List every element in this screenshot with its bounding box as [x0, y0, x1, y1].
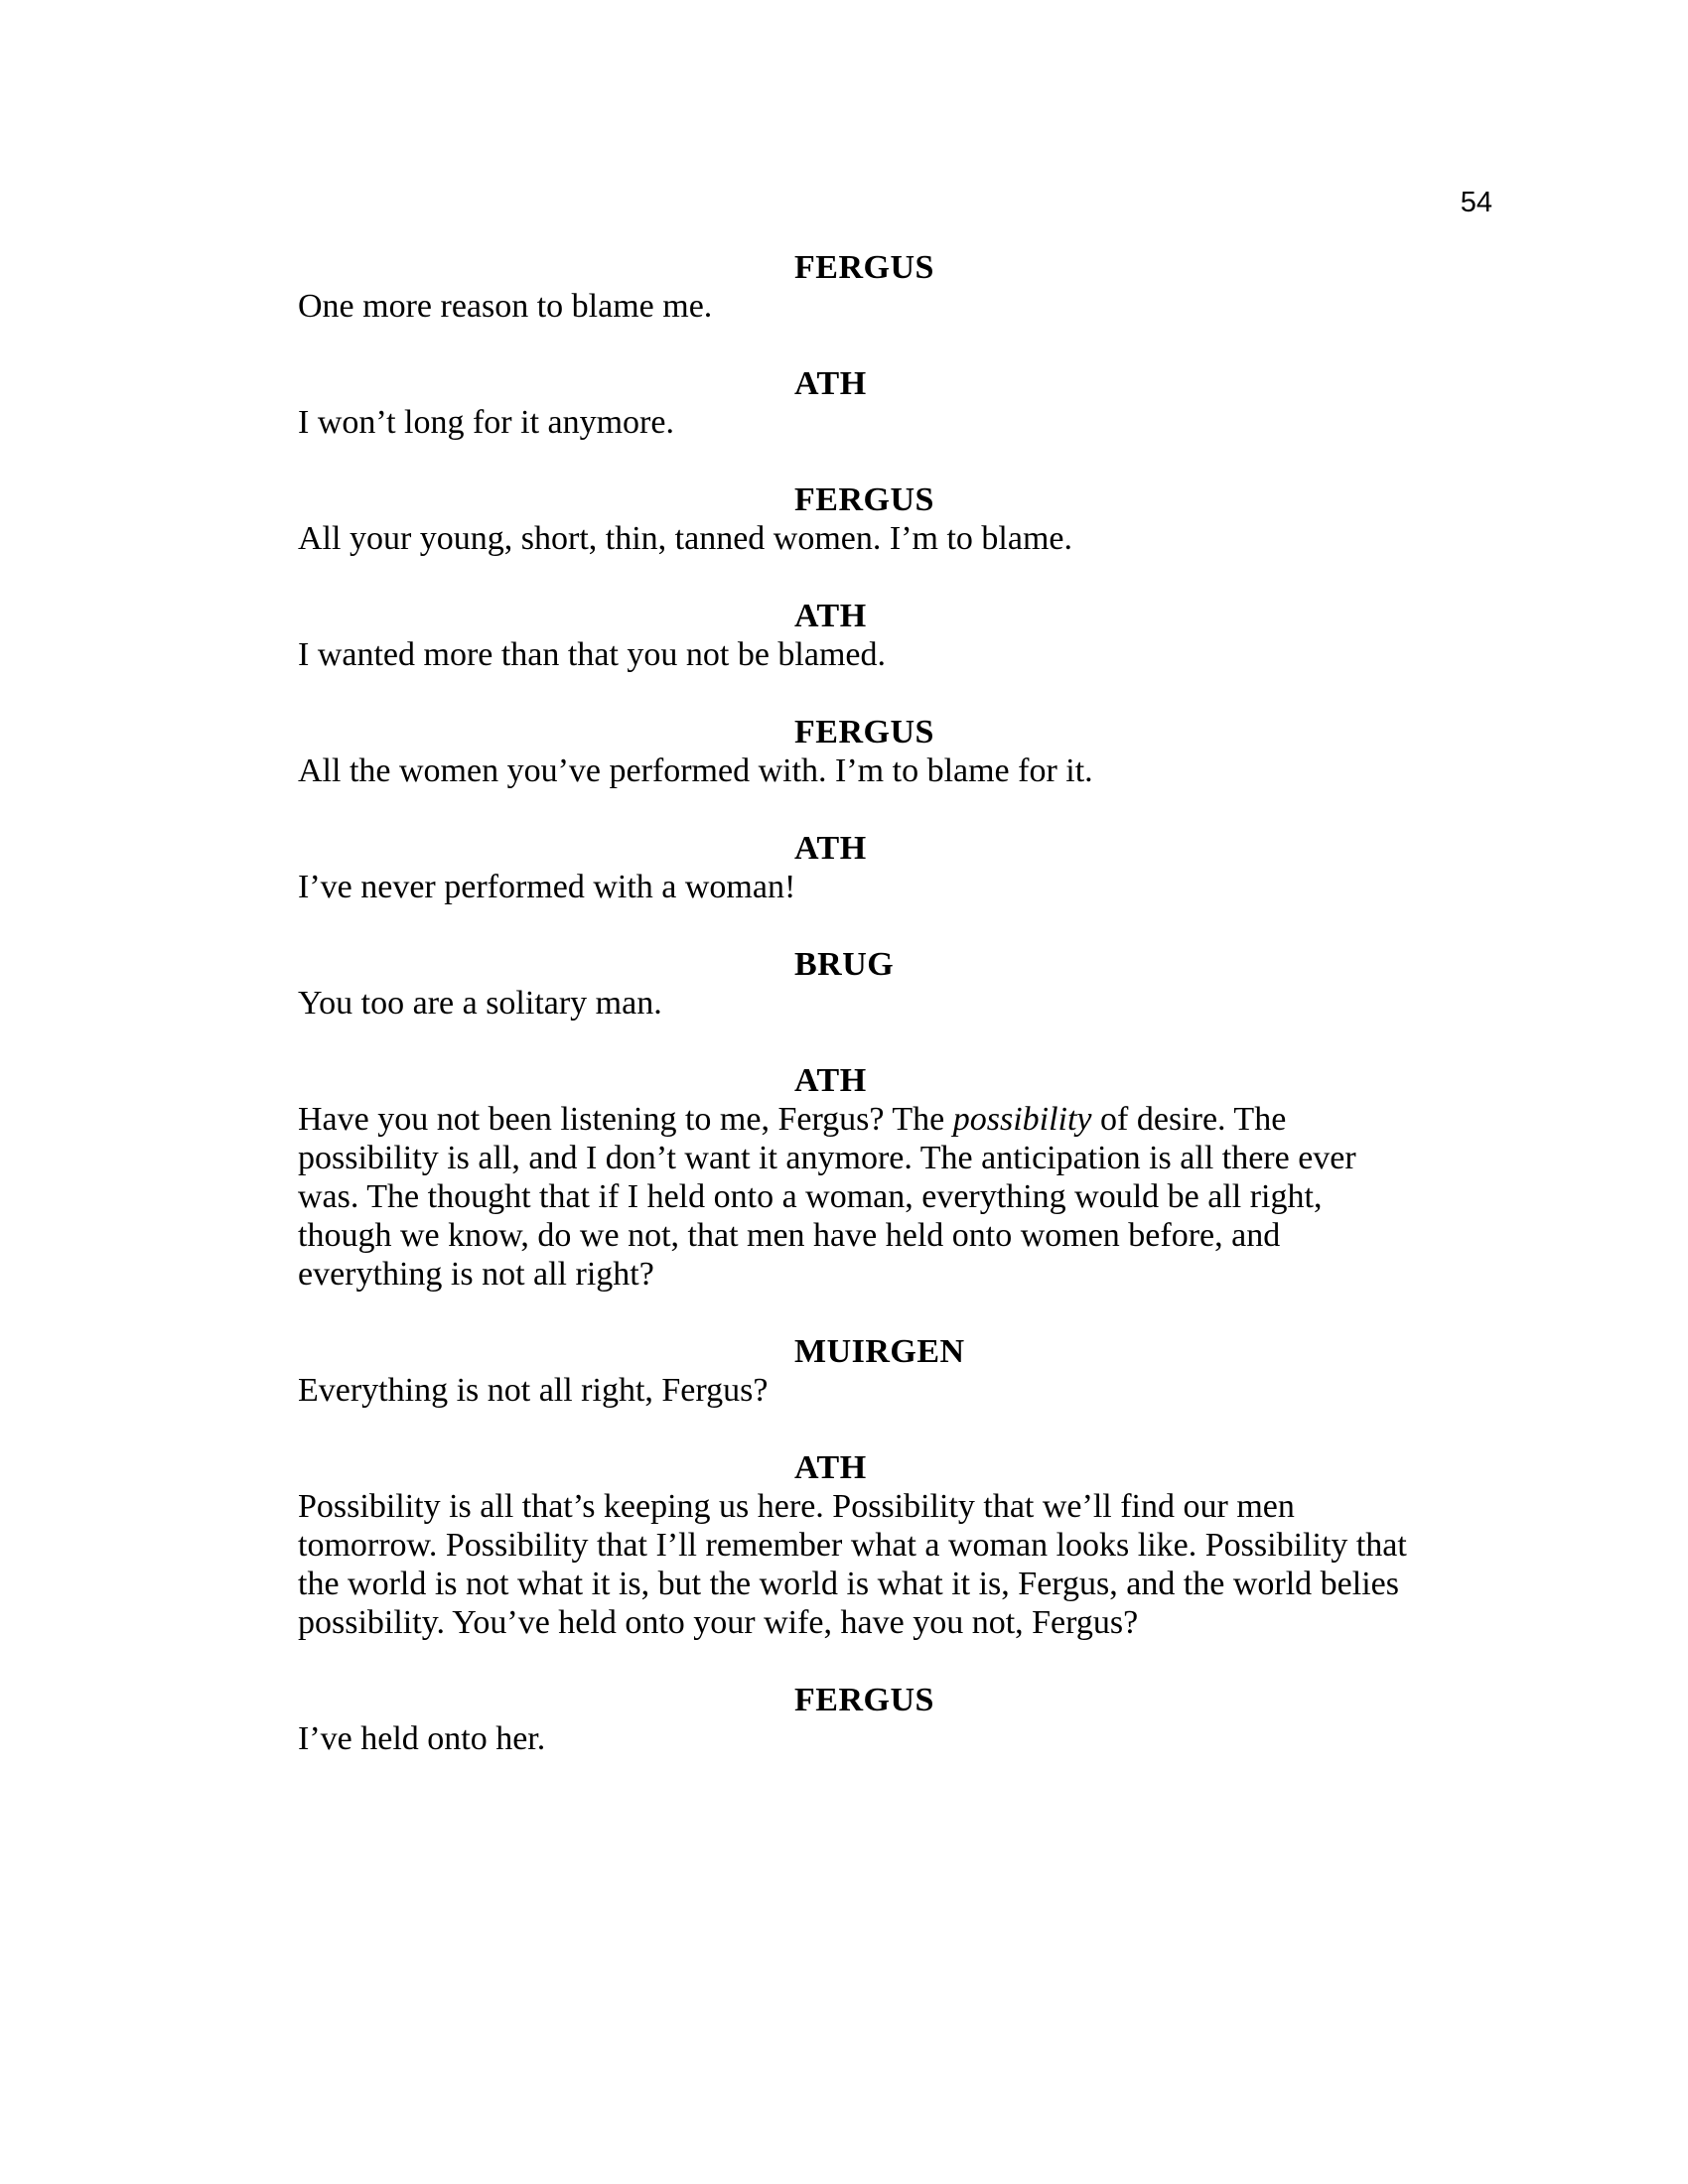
text-segment: of desire. The [1091, 1101, 1287, 1138]
character-name: ATH [794, 830, 867, 867]
dialogue-block [298, 364, 1485, 442]
dialogue-text [298, 287, 1485, 326]
text-segment: though we know, do we not, that men have held onto women before, and [298, 1217, 1281, 1254]
dialogue-line [298, 635, 1485, 674]
text-segment: Have you not been listening to me, Fergus? The [298, 1101, 953, 1138]
dialogue-block [298, 1332, 1485, 1410]
character-name: ATH [794, 598, 867, 634]
text-segment: tomorrow. Possibility that I’ll remember what a woman looks like. Possibility that [298, 1527, 1407, 1564]
text-segment: I wanted more than that you not be blamed. [298, 636, 886, 673]
text-segment: I’ve held onto her. [298, 1720, 546, 1757]
character-name: FERGUS [794, 481, 934, 518]
dialogue-line [298, 403, 1485, 442]
text-segment: possibility. You’ve held onto your wife, have you not, Fergus? [298, 1604, 1139, 1641]
character-name: ATH [794, 1062, 867, 1099]
text-segment: I won’t long for it anymore. [298, 404, 674, 441]
dialogue-block [298, 248, 1485, 326]
dialogue-line [298, 519, 1485, 558]
text-segment: All your young, short, thin, tanned women. I’m to blame. [298, 520, 1072, 557]
text-segment: One more reason to blame me. [298, 288, 713, 325]
dialogue-text [298, 1719, 1485, 1758]
dialogue-line [298, 1565, 1485, 1603]
dialogue-line [298, 1177, 1485, 1216]
dialogue-line [298, 1719, 1485, 1758]
character-name: ATH [794, 365, 867, 402]
dialogue-line [298, 1100, 1485, 1139]
text-segment: Possibility is all that’s keeping us here. Possibility that we’ll find our men [298, 1488, 1295, 1525]
italic-text: possibility [952, 1101, 1092, 1138]
dialogue-line [298, 868, 1485, 906]
dialogue-line [298, 1139, 1485, 1177]
dialogue-block [298, 597, 1485, 674]
text-segment: the world is not what it is, but the world is what it is, Fergus, and the world belies [298, 1566, 1399, 1602]
dialogue-line [298, 1603, 1485, 1642]
dialogue-block [298, 713, 1485, 790]
dialogue-block [298, 1681, 1485, 1758]
dialogue-text [298, 635, 1485, 674]
dialogue-text [298, 868, 1485, 906]
dialogue-line [298, 751, 1485, 790]
character-name: MUIRGEN [794, 1333, 965, 1370]
text-segment: All the women you’ve performed with. I’m to blame for it. [298, 752, 1093, 789]
dialogue-text [298, 519, 1485, 558]
text-segment: possibility is all, and I don’t want it anymore. The anticipation is all there ever [298, 1140, 1356, 1176]
character-name: ATH [794, 1449, 867, 1486]
character-name: FERGUS [794, 1682, 934, 1718]
dialogue-line [298, 1526, 1485, 1565]
text-segment: I’ve never performed with a woman! [298, 869, 796, 905]
page-number: 54 [1460, 187, 1492, 218]
dialogue-line [298, 1371, 1485, 1410]
character-name: BRUG [794, 946, 895, 983]
dialogue-text [298, 751, 1485, 790]
dialogue-line [298, 1487, 1485, 1526]
character-name: FERGUS [794, 714, 934, 751]
dialogue-text [298, 403, 1485, 442]
dialogue-block [298, 945, 1485, 1023]
character-name: FERGUS [794, 249, 934, 286]
text-segment: Everything is not all right, Fergus? [298, 1372, 769, 1409]
text-segment: was. The thought that if I held onto a woman, everything would be all right, [298, 1178, 1323, 1215]
dialogue-line [298, 287, 1485, 326]
dialogue-block [298, 480, 1485, 558]
dialogue-text [298, 1100, 1485, 1294]
dialogue-line [298, 1255, 1485, 1294]
dialogue-line [298, 984, 1485, 1023]
dialogue-text [298, 1487, 1485, 1642]
text-segment: everything is not all right? [298, 1256, 654, 1293]
dialogue-line [298, 1216, 1485, 1255]
dialogue-block [298, 829, 1485, 906]
dialogue-block [298, 1448, 1485, 1642]
dialogue-text [298, 984, 1485, 1023]
text-segment: You too are a solitary man. [298, 985, 662, 1022]
script-body [298, 248, 1485, 1797]
dialogue-text [298, 1371, 1485, 1410]
dialogue-block [298, 1061, 1485, 1294]
